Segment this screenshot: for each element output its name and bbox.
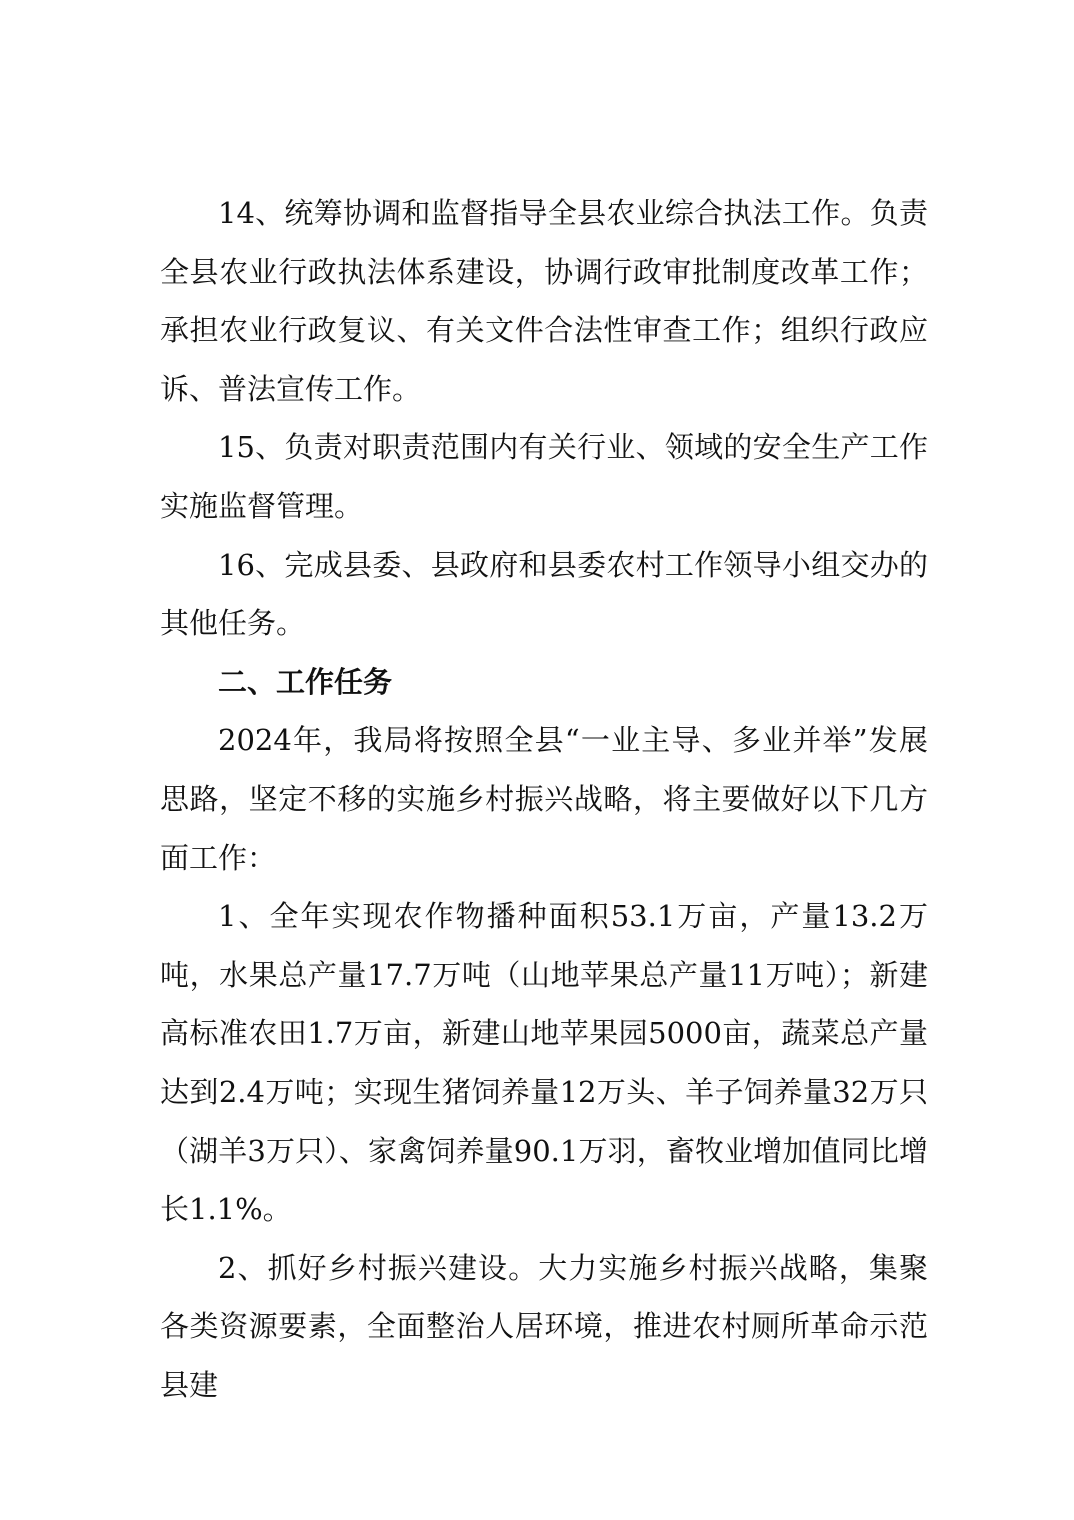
paragraph-task-1: 1、全年实现农作物播种面积53.1万亩，产量13.2万吨，水果总产量17.7万吨（山地苹果总产量11万吨）；新建高标准农田1.7万亩，新建山地苹果园5000亩，蔬菜总产量达到2.4万吨；实现生猪饲养量12万头、羊子饲养量32万只（湖羊3万只）、家禽饲养量90.1万羽，畜牧业增加值同比增长1.1%。 <box>160 899 928 1227</box>
section-heading-work-tasks: 二、工作任务 <box>218 664 393 699</box>
paragraph-item-16: 16、完成县委、县政府和县委农村工作领导小组交办的其他任务。 <box>160 547 928 641</box>
paragraph-item-15: 15、负责对职责范围内有关行业、领域的安全生产工作实施监督管理。 <box>160 430 928 523</box>
paragraph-item-14: 14、统筹协调和监督指导全县农业综合执法工作。负责全县农业行政执法体系建设，协调行政审批制度改革工作；承担农业行政复议、有关文件合法性审查工作；组织行政应诉、普法宣传工作。 <box>160 196 928 406</box>
paragraph-intro-2024: 2024年，我局将按照全县“一业主导、多业并举”发展思路，坚定不移的实施乡村振兴战略，将主要做好以下几方面工作： <box>160 723 928 875</box>
document-body <box>160 184 928 1414</box>
paragraph-task-2: 2、抓好乡村振兴建设。大力实施乡村振兴战略，集聚各类资源要素，全面整治人居环境，推进农村厕所革命示范县建 <box>160 1250 928 1402</box>
